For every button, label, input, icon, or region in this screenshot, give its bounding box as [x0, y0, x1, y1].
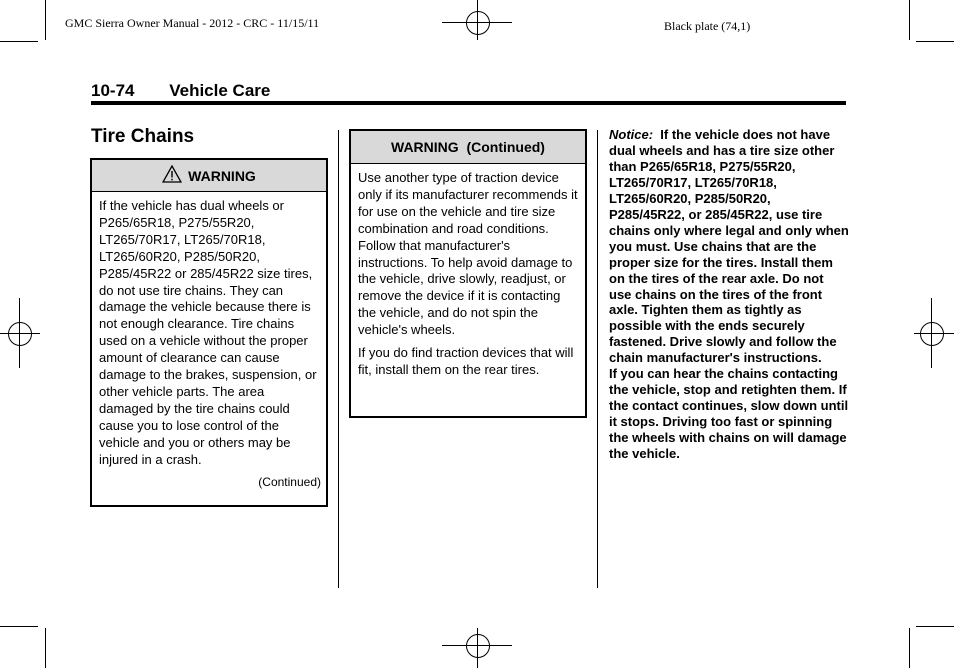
section-name: Vehicle Care — [169, 81, 271, 100]
continued-label: (Continued) — [258, 474, 321, 489]
warning-continued-box — [349, 129, 587, 418]
plate-info: Black plate (74,1) — [664, 19, 751, 33]
crop-mark — [909, 628, 910, 668]
crop-mark — [909, 0, 910, 40]
warning-triangle-icon — [162, 165, 182, 186]
warning-continued-heading: WARNING (Continued) — [391, 139, 545, 155]
heading-rule — [91, 101, 846, 105]
warning-heading: WARNING — [188, 167, 256, 184]
notice-block — [609, 127, 849, 462]
manual-info: GMC Sierra Owner Manual - 2012 - CRC - 11/15/11 — [65, 16, 320, 30]
crop-mark — [45, 0, 46, 40]
notice-paragraph-2: If you can hear the chains contacting the vehicle, stop and retighten them. If the contact continues, slow down until it stops. Driving too fast or spinning the wheels with chains on will damage the vehicle. — [609, 366, 849, 462]
warning-header — [92, 160, 326, 192]
column-divider — [597, 130, 598, 588]
crop-mark — [916, 626, 954, 627]
warning-body — [92, 192, 326, 469]
crop-mark — [0, 41, 38, 42]
warning-continued-para2: If you do find traction devices that will fit, install them on the rear tires. — [358, 345, 574, 377]
warning-continued-para1: Use another type of traction device only if its manufacturer recommends it for use on the vehicle and tire size combination and road conditions. Follow that manufacturer's instructions. To help avoid damage to the vehicle, drive slowly, readjust, or remove the device if it is contacting the vehicle, and do not spin the vehicle's wheels. — [358, 170, 578, 338]
notice-paragraph — [609, 127, 849, 366]
warning-box — [90, 158, 328, 507]
crop-mark — [45, 628, 46, 668]
crop-mark — [0, 626, 38, 627]
notice-text: If the vehicle does not have dual wheels and has a tire size other than P265/65R18, P275/55R20, LT265/70R17, LT265/70R18, LT265/60R20, P285/50R20, P285/45R22, or 285/45R22, use tire chains only where legal and only when you must. Use chains that are the proper size for the tires. Install them on the tires of the rear axle. Do not use chains on the tires of the front axle. Tighten them as tightly as possible with the ends securely fastened. Drive slowly and follow the chain manufacturer's instructions. — [609, 127, 849, 366]
crop-mark — [916, 41, 954, 42]
warning-continued-body — [351, 164, 585, 379]
column-divider — [338, 130, 339, 588]
notice-label: Notice: — [609, 127, 654, 142]
section-title: Tire Chains — [91, 126, 195, 147]
page-heading — [91, 81, 270, 101]
warning-continued-header — [351, 131, 585, 164]
warning-text: If the vehicle has dual wheels or P265/65R18, P275/55R20, LT265/70R17, LT265/70R18, LT265/60R20, P285/50R20, P285/45R22 or 285/45R22 size tires, do not use tire chains. They can damage the vehicle because there is not enough clearance. Tire chains used on a vehicle without the proper amount of clearance can cause damage to the brakes, suspension, or other vehicle parts. The area damaged by the tire chains could cause you to lose control of the vehicle and you or others may be injured in a crash. — [99, 198, 317, 467]
page-number: 10-74 — [91, 81, 135, 100]
